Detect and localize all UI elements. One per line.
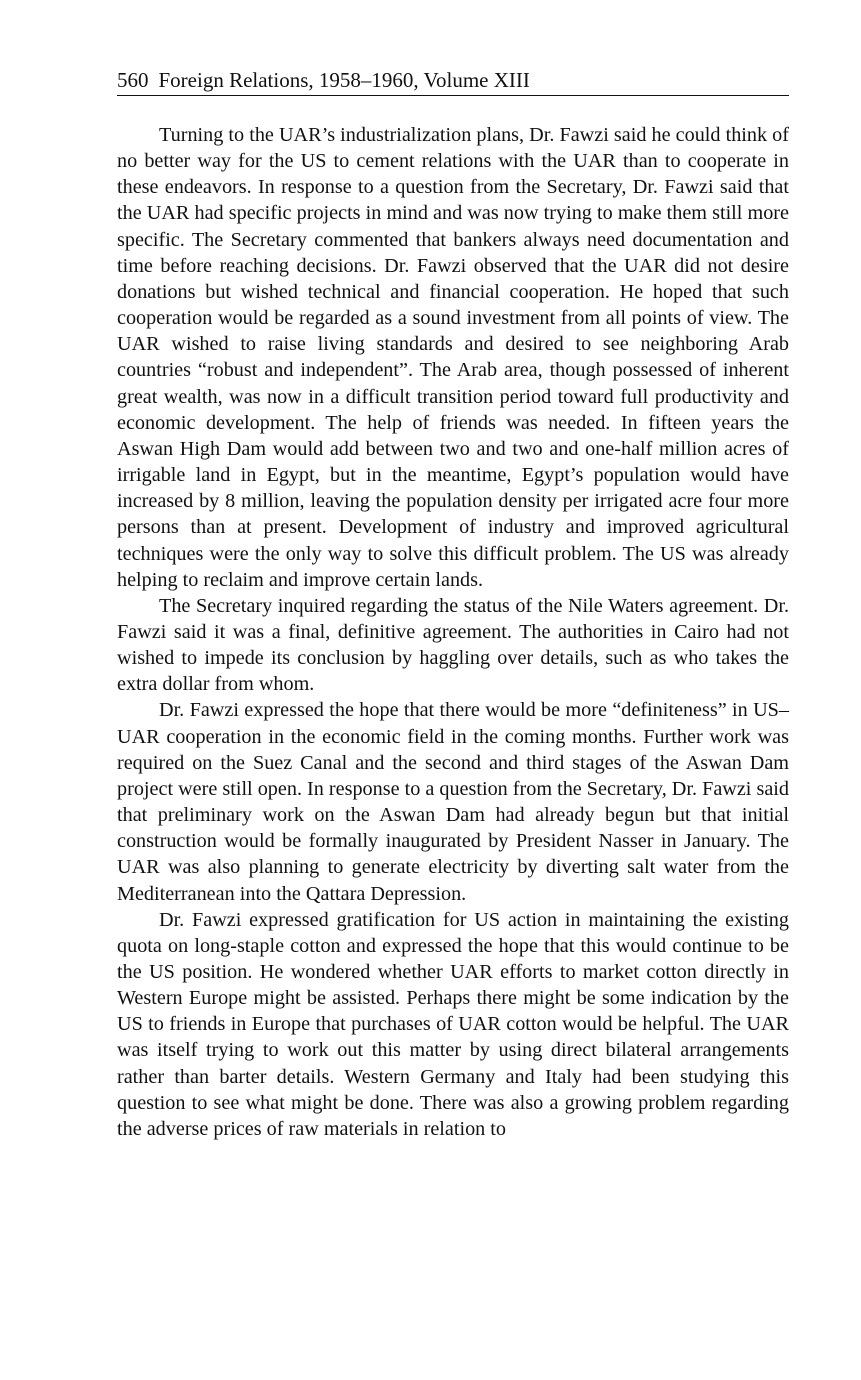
body-text: [117, 122, 789, 1142]
paragraph-cotton-quota: Dr. Fawzi expressed gratification for US action in maintaining the existing quota on long-staple cotton and expressed the hope that this would continue to be the US position. He wondered whether UAR efforts to market cotton directly in Western Europe might be assisted. Perhaps there might be some indication by the US to friends in Europe that purchases of UAR cotton would be helpful. The UAR was itself trying to work out this matter by using direct bilateral arrangements rather than barter details. Western Germany and Italy had been studying this question to see what might be done. There was also a growing problem regarding the adverse prices of raw materials in relation to: [117, 908, 789, 1140]
page-number: 560: [117, 68, 149, 92]
document-page: [117, 66, 789, 1142]
paragraph-industrialization: Turning to the UAR’s industrialization plans, Dr. Fawzi said he could think of no better way for the US to cement relations with the UAR than to cooperate in these endeavors. In response to a question from the Secretary, Dr. Fawzi said that the UAR had specific projects in mind and was now trying to make them still more specific. The Secretary commented that bankers always need documentation and time before reaching decisions. Dr. Fawzi observed that the UAR did not desire donations but wished technical and financial cooperation. He hoped that such cooperation would be regarded as a sound investment from all points of view. The UAR wished to raise living standards and desired to see neighboring Arab countries “robust and independent”. The Arab area, though possessed of inherent great wealth, was now in a difficult transition period toward full productivity and economic development. The help of friends was needed. In fifteen years the Aswan High Dam would add between two and two and one-half million acres of irrigable land in Egypt, but in the meantime, Egypt’s population would have increased by 8 million, leaving the population density per irrigated acre four more persons than at present. Development of industry and improved agricultural techniques were the only way to solve this difficult problem. The US was already helping to reclaim and improve certain lands.: [117, 124, 789, 591]
volume-title: Foreign Relations, 1958–1960, Volume XIII: [158, 68, 530, 92]
paragraph-nile-waters: The Secretary inquired regarding the status of the Nile Waters agreement. Dr. Fawzi said it was a final, definitive agreement. The authorities in Cairo had not wished to impede its conclusion by haggling over details, such as who takes the extra dollar from whom.: [117, 594, 789, 696]
paragraph-economic-cooperation: Dr. Fawzi expressed the hope that there would be more “definiteness” in US–UAR cooperation in the economic field in the coming months. Further work was required on the Suez Canal and the second and third stages of the Aswan Dam project were still open. In response to a question from the Secretary, Dr. Fawzi said that preliminary work on the Aswan Dam had already begun but that initial construction would be formally inaugurated by President Nasser in January. The UAR was also planning to generate electricity by diverting salt water from the Mediterranean into the Qattara Depression.: [117, 699, 789, 905]
running-head: [117, 66, 789, 96]
